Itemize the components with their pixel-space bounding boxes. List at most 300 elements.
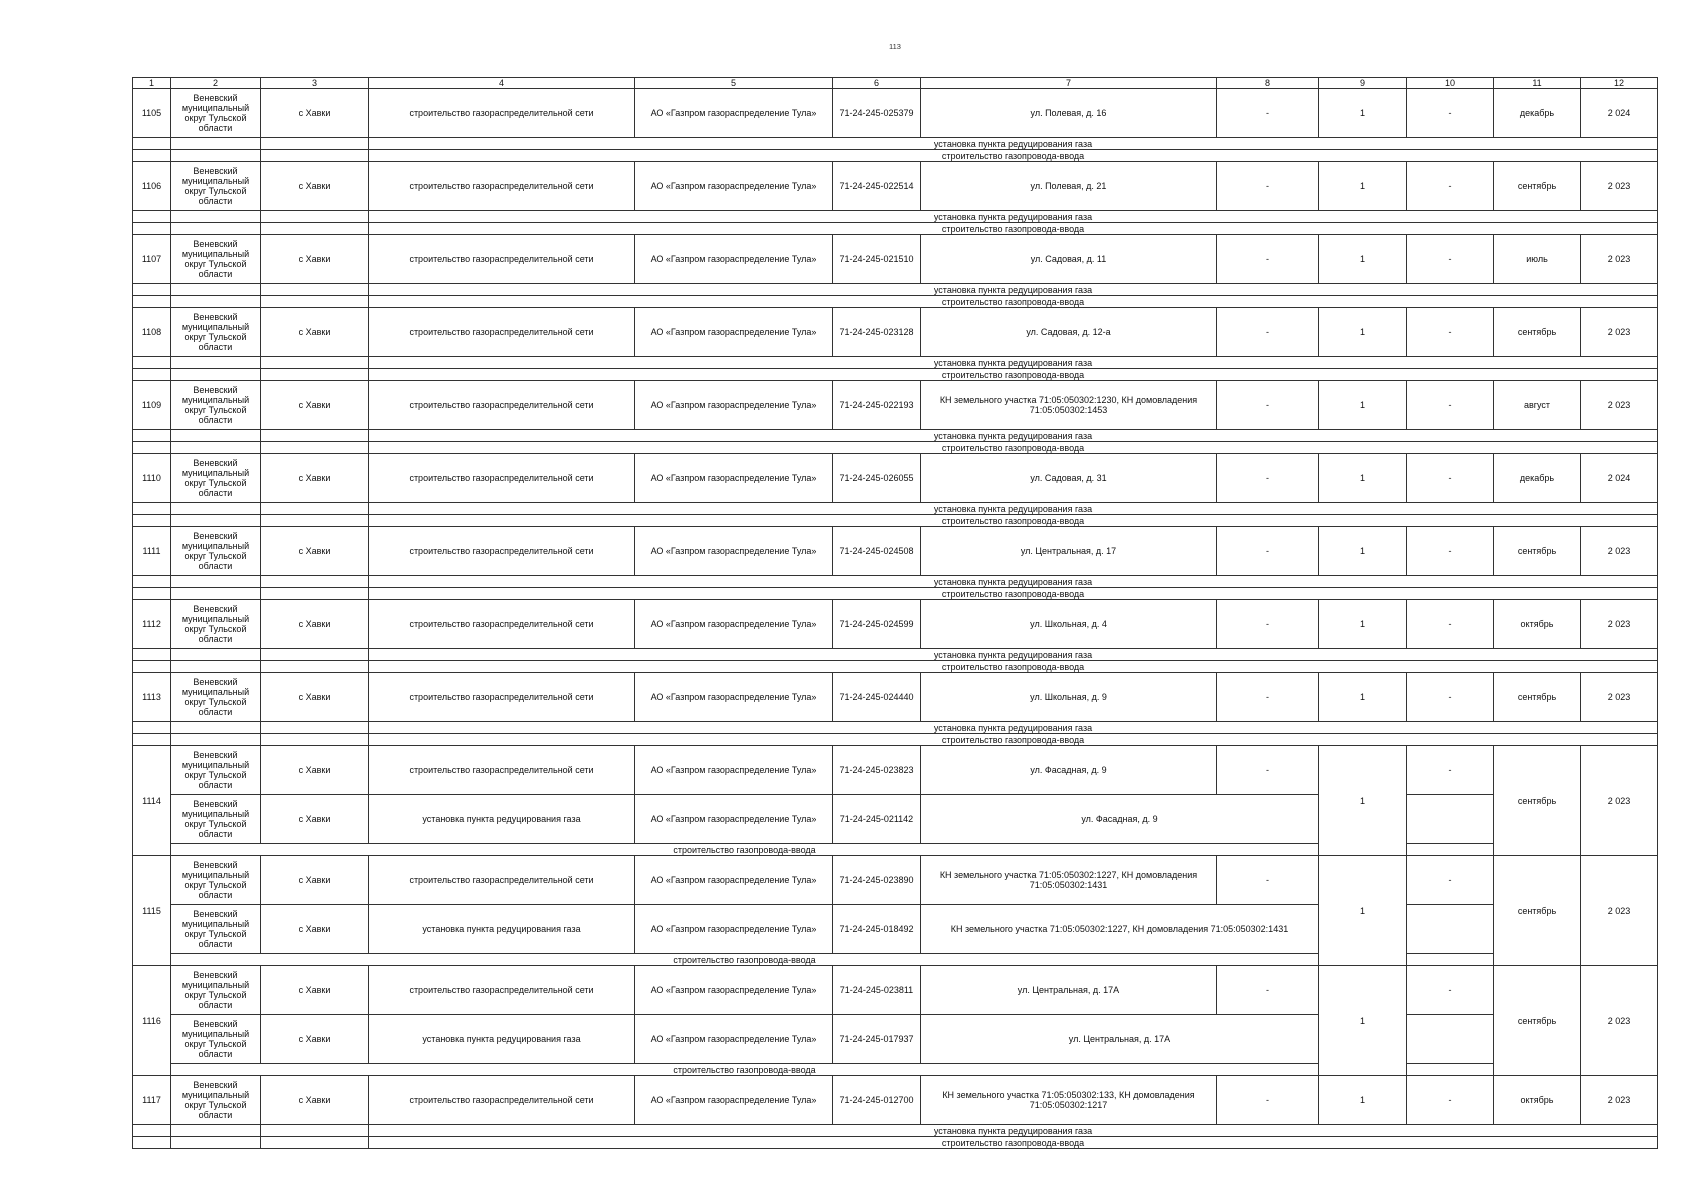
empty-cell — [1407, 795, 1494, 844]
sub-item-install: установка пункта редуцирования газа — [369, 649, 1658, 661]
empty-cell — [171, 138, 261, 150]
empty-cell — [1407, 844, 1494, 856]
code-cell: 71-24-245-018492 — [833, 905, 921, 954]
municipality-cell: Веневский муниципальный округ Тульской области — [171, 308, 261, 357]
address-cell: КН земельного участка 71:05:050302:1230, КН домовладения 71:05:050302:1453 — [921, 381, 1217, 430]
row-number: 1113 — [133, 673, 171, 722]
work-type-cell: строительство газораспределительной сети — [369, 308, 635, 357]
code-cell: 71-24-245-012700 — [833, 1076, 921, 1125]
organization-cell: АО «Газпром газораспределение Тула» — [635, 1015, 833, 1064]
work-type-cell: строительство газораспределительной сети — [369, 966, 635, 1015]
gasification-register-table — [132, 77, 1658, 1149]
empty-cell — [261, 722, 369, 734]
sub-item-build: строительство газопровода-ввода — [369, 369, 1658, 381]
empty-cell — [133, 576, 171, 588]
address-cell: ул. Садовая, д. 11 — [921, 235, 1217, 284]
empty-cell — [171, 722, 261, 734]
sub-item-build: строительство газопровода-ввода — [369, 223, 1658, 235]
organization-cell: АО «Газпром газораспределение Тула» — [635, 856, 833, 905]
address-cell: ул. Центральная, д. 17 — [921, 527, 1217, 576]
empty-cell — [261, 649, 369, 661]
municipality-cell: Веневский муниципальный округ Тульской области — [171, 1076, 261, 1125]
empty-cell — [171, 442, 261, 454]
col10-cell: - — [1407, 600, 1494, 649]
address-cell: КН земельного участка 71:05:050302:1227, КН домовладения 71:05:050302:1431 — [921, 905, 1319, 954]
month-cell: август — [1494, 381, 1581, 430]
col10-cell: - — [1407, 381, 1494, 430]
sub-item-row — [133, 223, 1658, 235]
row-number: 1117 — [133, 1076, 171, 1125]
organization-cell: АО «Газпром газораспределение Тула» — [635, 905, 833, 954]
table-row — [133, 856, 1658, 905]
col8-cell: - — [1217, 308, 1319, 357]
address-cell: ул. Фасадная, д. 9 — [921, 746, 1217, 795]
month-cell: декабрь — [1494, 454, 1581, 503]
month-cell: сентябрь — [1494, 673, 1581, 722]
municipality-cell: Веневский муниципальный округ Тульской области — [171, 235, 261, 284]
year-cell: 2 023 — [1581, 235, 1658, 284]
table-row — [133, 89, 1658, 138]
organization-cell: АО «Газпром газораспределение Тула» — [635, 235, 833, 284]
municipality-cell: Веневский муниципальный округ Тульской области — [171, 162, 261, 211]
col10-cell: - — [1407, 746, 1494, 795]
sub-item-build: строительство газопровода-ввода — [369, 734, 1658, 746]
empty-cell — [261, 430, 369, 442]
empty-cell — [261, 661, 369, 673]
organization-cell: АО «Газпром газораспределение Тула» — [635, 308, 833, 357]
empty-cell — [261, 1137, 369, 1149]
sub-item-row — [133, 954, 1658, 966]
code-cell: 71-24-245-023128 — [833, 308, 921, 357]
locality-cell: с Хавки — [261, 795, 369, 844]
column-header: 7 — [921, 78, 1217, 89]
empty-cell — [133, 661, 171, 673]
sub-item-install: установка пункта редуцирования газа — [369, 357, 1658, 369]
locality-cell: с Хавки — [261, 235, 369, 284]
locality-cell: с Хавки — [261, 905, 369, 954]
empty-cell — [133, 722, 171, 734]
sub-item-build: строительство газопровода-ввода — [171, 844, 1319, 856]
col8-cell: - — [1217, 1076, 1319, 1125]
empty-cell — [261, 1125, 369, 1137]
work-type-cell: установка пункта редуцирования газа — [369, 905, 635, 954]
col8-cell: - — [1217, 746, 1319, 795]
empty-cell — [133, 150, 171, 162]
column-header: 5 — [635, 78, 833, 89]
year-cell: 2 023 — [1581, 381, 1658, 430]
year-cell: 2 023 — [1581, 673, 1658, 722]
col10-cell: - — [1407, 235, 1494, 284]
work-type-cell: строительство газораспределительной сети — [369, 600, 635, 649]
sub-item-build: строительство газопровода-ввода — [369, 515, 1658, 527]
empty-cell — [171, 357, 261, 369]
empty-cell — [171, 150, 261, 162]
empty-cell — [1407, 1015, 1494, 1064]
col9-cell: 1 — [1319, 1076, 1407, 1125]
empty-cell — [171, 649, 261, 661]
code-cell: 71-24-245-023890 — [833, 856, 921, 905]
empty-cell — [171, 296, 261, 308]
code-cell: 71-24-245-026055 — [833, 454, 921, 503]
locality-cell: с Хавки — [261, 381, 369, 430]
empty-cell — [133, 588, 171, 600]
sub-item-row — [133, 138, 1658, 150]
col8-cell: - — [1217, 454, 1319, 503]
sub-item-row — [133, 734, 1658, 746]
sub-item-row — [133, 296, 1658, 308]
sub-item-row — [133, 1064, 1658, 1076]
municipality-cell: Веневский муниципальный округ Тульской области — [171, 1015, 261, 1064]
work-type-cell: установка пункта редуцирования газа — [369, 795, 635, 844]
code-cell: 71-24-245-024508 — [833, 527, 921, 576]
col10-cell: - — [1407, 856, 1494, 905]
col9-cell: 1 — [1319, 162, 1407, 211]
sub-item-install: установка пункта редуцирования газа — [369, 503, 1658, 515]
locality-cell: с Хавки — [261, 1076, 369, 1125]
code-cell: 71-24-245-023811 — [833, 966, 921, 1015]
table-row — [133, 746, 1658, 795]
organization-cell: АО «Газпром газораспределение Тула» — [635, 600, 833, 649]
empty-cell — [261, 211, 369, 223]
sub-item-row — [133, 357, 1658, 369]
col9-cell: 1 — [1319, 673, 1407, 722]
municipality-cell: Веневский муниципальный округ Тульской области — [171, 856, 261, 905]
locality-cell: с Хавки — [261, 89, 369, 138]
column-header: 8 — [1217, 78, 1319, 89]
work-type-cell: строительство газораспределительной сети — [369, 673, 635, 722]
month-cell: октябрь — [1494, 600, 1581, 649]
locality-cell: с Хавки — [261, 673, 369, 722]
empty-cell — [171, 515, 261, 527]
month-cell: сентябрь — [1494, 162, 1581, 211]
table-row — [133, 527, 1658, 576]
work-type-cell: строительство газораспределительной сети — [369, 454, 635, 503]
code-cell: 71-24-245-022193 — [833, 381, 921, 430]
code-cell: 71-24-245-024440 — [833, 673, 921, 722]
sub-item-row — [133, 844, 1658, 856]
locality-cell: с Хавки — [261, 308, 369, 357]
sub-item-row — [133, 722, 1658, 734]
organization-cell: АО «Газпром газораспределение Тула» — [635, 454, 833, 503]
sub-item-row — [133, 211, 1658, 223]
empty-cell — [171, 661, 261, 673]
col10-cell: - — [1407, 89, 1494, 138]
year-cell: 2 023 — [1581, 746, 1658, 856]
sub-item-build: строительство газопровода-ввода — [369, 442, 1658, 454]
col9-cell: 1 — [1319, 966, 1407, 1076]
empty-cell — [133, 442, 171, 454]
col8-cell: - — [1217, 235, 1319, 284]
municipality-cell: Веневский муниципальный округ Тульской области — [171, 966, 261, 1015]
organization-cell: АО «Газпром газораспределение Тула» — [635, 673, 833, 722]
year-cell: 2 023 — [1581, 966, 1658, 1076]
column-header: 1 — [133, 78, 171, 89]
sub-item-build: строительство газопровода-ввода — [369, 150, 1658, 162]
address-cell: ул. Центральная, д. 17А — [921, 966, 1217, 1015]
col8-cell: - — [1217, 527, 1319, 576]
col8-cell: - — [1217, 162, 1319, 211]
sub-item-row — [133, 503, 1658, 515]
month-cell: декабрь — [1494, 89, 1581, 138]
empty-cell — [171, 430, 261, 442]
year-cell: 2 023 — [1581, 527, 1658, 576]
sub-item-row — [133, 661, 1658, 673]
empty-cell — [261, 588, 369, 600]
municipality-cell: Веневский муниципальный округ Тульской области — [171, 454, 261, 503]
sub-item-row — [133, 430, 1658, 442]
empty-cell — [133, 138, 171, 150]
code-cell: 71-24-245-023823 — [833, 746, 921, 795]
empty-cell — [171, 369, 261, 381]
page-number: 113 — [889, 42, 901, 51]
table-body — [133, 78, 1658, 1149]
empty-cell — [133, 430, 171, 442]
empty-cell — [171, 588, 261, 600]
empty-cell — [1407, 1064, 1494, 1076]
table-row — [133, 235, 1658, 284]
row-number: 1109 — [133, 381, 171, 430]
sub-item-build: строительство газопровода-ввода — [369, 588, 1658, 600]
table-row — [133, 162, 1658, 211]
col8-cell: - — [1217, 89, 1319, 138]
year-cell: 2 024 — [1581, 454, 1658, 503]
organization-cell: АО «Газпром газораспределение Тула» — [635, 1076, 833, 1125]
empty-cell — [171, 503, 261, 515]
municipality-cell: Веневский муниципальный округ Тульской области — [171, 673, 261, 722]
organization-cell: АО «Газпром газораспределение Тула» — [635, 89, 833, 138]
empty-cell — [171, 223, 261, 235]
table-row — [133, 1015, 1658, 1064]
col9-cell: 1 — [1319, 527, 1407, 576]
col10-cell: - — [1407, 673, 1494, 722]
col10-cell: - — [1407, 1076, 1494, 1125]
work-type-cell: строительство газораспределительной сети — [369, 162, 635, 211]
sub-item-build: строительство газопровода-ввода — [369, 1137, 1658, 1149]
table-row — [133, 308, 1658, 357]
address-cell: ул. Полевая, д. 21 — [921, 162, 1217, 211]
sub-item-install: установка пункта редуцирования газа — [369, 576, 1658, 588]
year-cell: 2 023 — [1581, 600, 1658, 649]
empty-cell — [133, 357, 171, 369]
empty-cell — [261, 138, 369, 150]
col9-cell: 1 — [1319, 454, 1407, 503]
col8-cell: - — [1217, 381, 1319, 430]
work-type-cell: строительство газораспределительной сети — [369, 235, 635, 284]
empty-cell — [133, 1125, 171, 1137]
column-header: 10 — [1407, 78, 1494, 89]
table-row — [133, 600, 1658, 649]
municipality-cell: Веневский муниципальный округ Тульской области — [171, 746, 261, 795]
col10-cell: - — [1407, 162, 1494, 211]
table-row — [133, 795, 1658, 844]
sub-item-install: установка пункта редуцирования газа — [369, 722, 1658, 734]
organization-cell: АО «Газпром газораспределение Тула» — [635, 966, 833, 1015]
col9-cell: 1 — [1319, 308, 1407, 357]
sub-item-row — [133, 588, 1658, 600]
col9-cell: 1 — [1319, 381, 1407, 430]
empty-cell — [261, 515, 369, 527]
empty-cell — [133, 223, 171, 235]
address-cell: КН земельного участка 71:05:050302:1227, КН домовладения 71:05:050302:1431 — [921, 856, 1217, 905]
empty-cell — [133, 649, 171, 661]
sub-item-row — [133, 369, 1658, 381]
work-type-cell: строительство газораспределительной сети — [369, 527, 635, 576]
organization-cell: АО «Газпром газораспределение Тула» — [635, 795, 833, 844]
empty-cell — [171, 576, 261, 588]
col8-cell: - — [1217, 600, 1319, 649]
locality-cell: с Хавки — [261, 746, 369, 795]
empty-cell — [261, 734, 369, 746]
sub-item-install: установка пункта редуцирования газа — [369, 1125, 1658, 1137]
empty-cell — [261, 223, 369, 235]
table-row — [133, 1076, 1658, 1125]
empty-cell — [261, 296, 369, 308]
sub-item-build: строительство газопровода-ввода — [171, 1064, 1319, 1076]
code-cell: 71-24-245-024599 — [833, 600, 921, 649]
organization-cell: АО «Газпром газораспределение Тула» — [635, 381, 833, 430]
col8-cell: - — [1217, 966, 1319, 1015]
organization-cell: АО «Газпром газораспределение Тула» — [635, 746, 833, 795]
locality-cell: с Хавки — [261, 966, 369, 1015]
col10-cell: - — [1407, 966, 1494, 1015]
work-type-cell: строительство газораспределительной сети — [369, 381, 635, 430]
municipality-cell: Веневский муниципальный округ Тульской области — [171, 527, 261, 576]
empty-cell — [171, 734, 261, 746]
organization-cell: АО «Газпром газораспределение Тула» — [635, 162, 833, 211]
municipality-cell: Веневский муниципальный округ Тульской области — [171, 795, 261, 844]
year-cell: 2 023 — [1581, 1076, 1658, 1125]
locality-cell: с Хавки — [261, 856, 369, 905]
column-header: 2 — [171, 78, 261, 89]
row-number: 1114 — [133, 746, 171, 856]
year-cell: 2 024 — [1581, 89, 1658, 138]
sub-item-install: установка пункта редуцирования газа — [369, 284, 1658, 296]
table-row — [133, 905, 1658, 954]
empty-cell — [1407, 905, 1494, 954]
sub-item-build: строительство газопровода-ввода — [369, 296, 1658, 308]
work-type-cell: установка пункта редуцирования газа — [369, 1015, 635, 1064]
row-number: 1111 — [133, 527, 171, 576]
col10-cell: - — [1407, 527, 1494, 576]
empty-cell — [261, 576, 369, 588]
empty-cell — [171, 284, 261, 296]
year-cell: 2 023 — [1581, 308, 1658, 357]
year-cell: 2 023 — [1581, 162, 1658, 211]
col9-cell: 1 — [1319, 856, 1407, 966]
empty-cell — [261, 357, 369, 369]
address-cell: ул. Фасадная, д. 9 — [921, 795, 1319, 844]
row-number: 1110 — [133, 454, 171, 503]
organization-cell: АО «Газпром газораспределение Тула» — [635, 527, 833, 576]
locality-cell: с Хавки — [261, 600, 369, 649]
month-cell: сентябрь — [1494, 746, 1581, 856]
empty-cell — [1407, 954, 1494, 966]
work-type-cell: строительство газораспределительной сети — [369, 746, 635, 795]
month-cell: сентябрь — [1494, 856, 1581, 966]
col9-cell: 1 — [1319, 746, 1407, 856]
empty-cell — [133, 1137, 171, 1149]
sub-item-install: установка пункта редуцирования газа — [369, 211, 1658, 223]
code-cell: 71-24-245-025379 — [833, 89, 921, 138]
row-number: 1105 — [133, 89, 171, 138]
month-cell: июль — [1494, 235, 1581, 284]
work-type-cell: строительство газораспределительной сети — [369, 856, 635, 905]
municipality-cell: Веневский муниципальный округ Тульской области — [171, 905, 261, 954]
month-cell: сентябрь — [1494, 308, 1581, 357]
empty-cell — [261, 503, 369, 515]
empty-cell — [133, 515, 171, 527]
work-type-cell: строительство газораспределительной сети — [369, 1076, 635, 1125]
column-header: 12 — [1581, 78, 1658, 89]
sub-item-build: строительство газопровода-ввода — [369, 661, 1658, 673]
column-header: 11 — [1494, 78, 1581, 89]
table-row — [133, 454, 1658, 503]
code-cell: 71-24-245-017937 — [833, 1015, 921, 1064]
sub-item-row — [133, 515, 1658, 527]
row-number: 1108 — [133, 308, 171, 357]
sub-item-build: строительство газопровода-ввода — [171, 954, 1319, 966]
column-header: 9 — [1319, 78, 1407, 89]
row-number: 1112 — [133, 600, 171, 649]
empty-cell — [133, 734, 171, 746]
address-cell: ул. Садовая, д. 31 — [921, 454, 1217, 503]
col10-cell: - — [1407, 454, 1494, 503]
empty-cell — [133, 211, 171, 223]
sub-item-row — [133, 649, 1658, 661]
row-number: 1115 — [133, 856, 171, 966]
address-cell: ул. Садовая, д. 12-а — [921, 308, 1217, 357]
address-cell: ул. Школьная, д. 9 — [921, 673, 1217, 722]
month-cell: сентябрь — [1494, 527, 1581, 576]
row-number: 1107 — [133, 235, 171, 284]
locality-cell: с Хавки — [261, 454, 369, 503]
sub-item-row — [133, 576, 1658, 588]
row-number: 1116 — [133, 966, 171, 1076]
col9-cell: 1 — [1319, 235, 1407, 284]
municipality-cell: Веневский муниципальный округ Тульской области — [171, 381, 261, 430]
locality-cell: с Хавки — [261, 1015, 369, 1064]
locality-cell: с Хавки — [261, 527, 369, 576]
empty-cell — [261, 369, 369, 381]
empty-cell — [261, 150, 369, 162]
code-cell: 71-24-245-021142 — [833, 795, 921, 844]
sub-item-row — [133, 284, 1658, 296]
work-type-cell: строительство газораспределительной сети — [369, 89, 635, 138]
empty-cell — [171, 1125, 261, 1137]
year-cell: 2 023 — [1581, 856, 1658, 966]
code-cell: 71-24-245-022514 — [833, 162, 921, 211]
column-header: 6 — [833, 78, 921, 89]
col9-cell: 1 — [1319, 89, 1407, 138]
row-number: 1106 — [133, 162, 171, 211]
sub-item-row — [133, 150, 1658, 162]
empty-cell — [133, 296, 171, 308]
address-cell: КН земельного участка 71:05:050302:133, КН домовладения 71:05:050302:1217 — [921, 1076, 1217, 1125]
table-row — [133, 381, 1658, 430]
municipality-cell: Веневский муниципальный округ Тульской области — [171, 89, 261, 138]
col8-cell: - — [1217, 856, 1319, 905]
empty-cell — [133, 369, 171, 381]
month-cell: сентябрь — [1494, 966, 1581, 1076]
column-header: 3 — [261, 78, 369, 89]
empty-cell — [171, 211, 261, 223]
address-cell: ул. Школьная, д. 4 — [921, 600, 1217, 649]
empty-cell — [171, 1137, 261, 1149]
sub-item-install: установка пункта редуцирования газа — [369, 138, 1658, 150]
sub-item-row — [133, 1125, 1658, 1137]
col10-cell: - — [1407, 308, 1494, 357]
empty-cell — [133, 284, 171, 296]
